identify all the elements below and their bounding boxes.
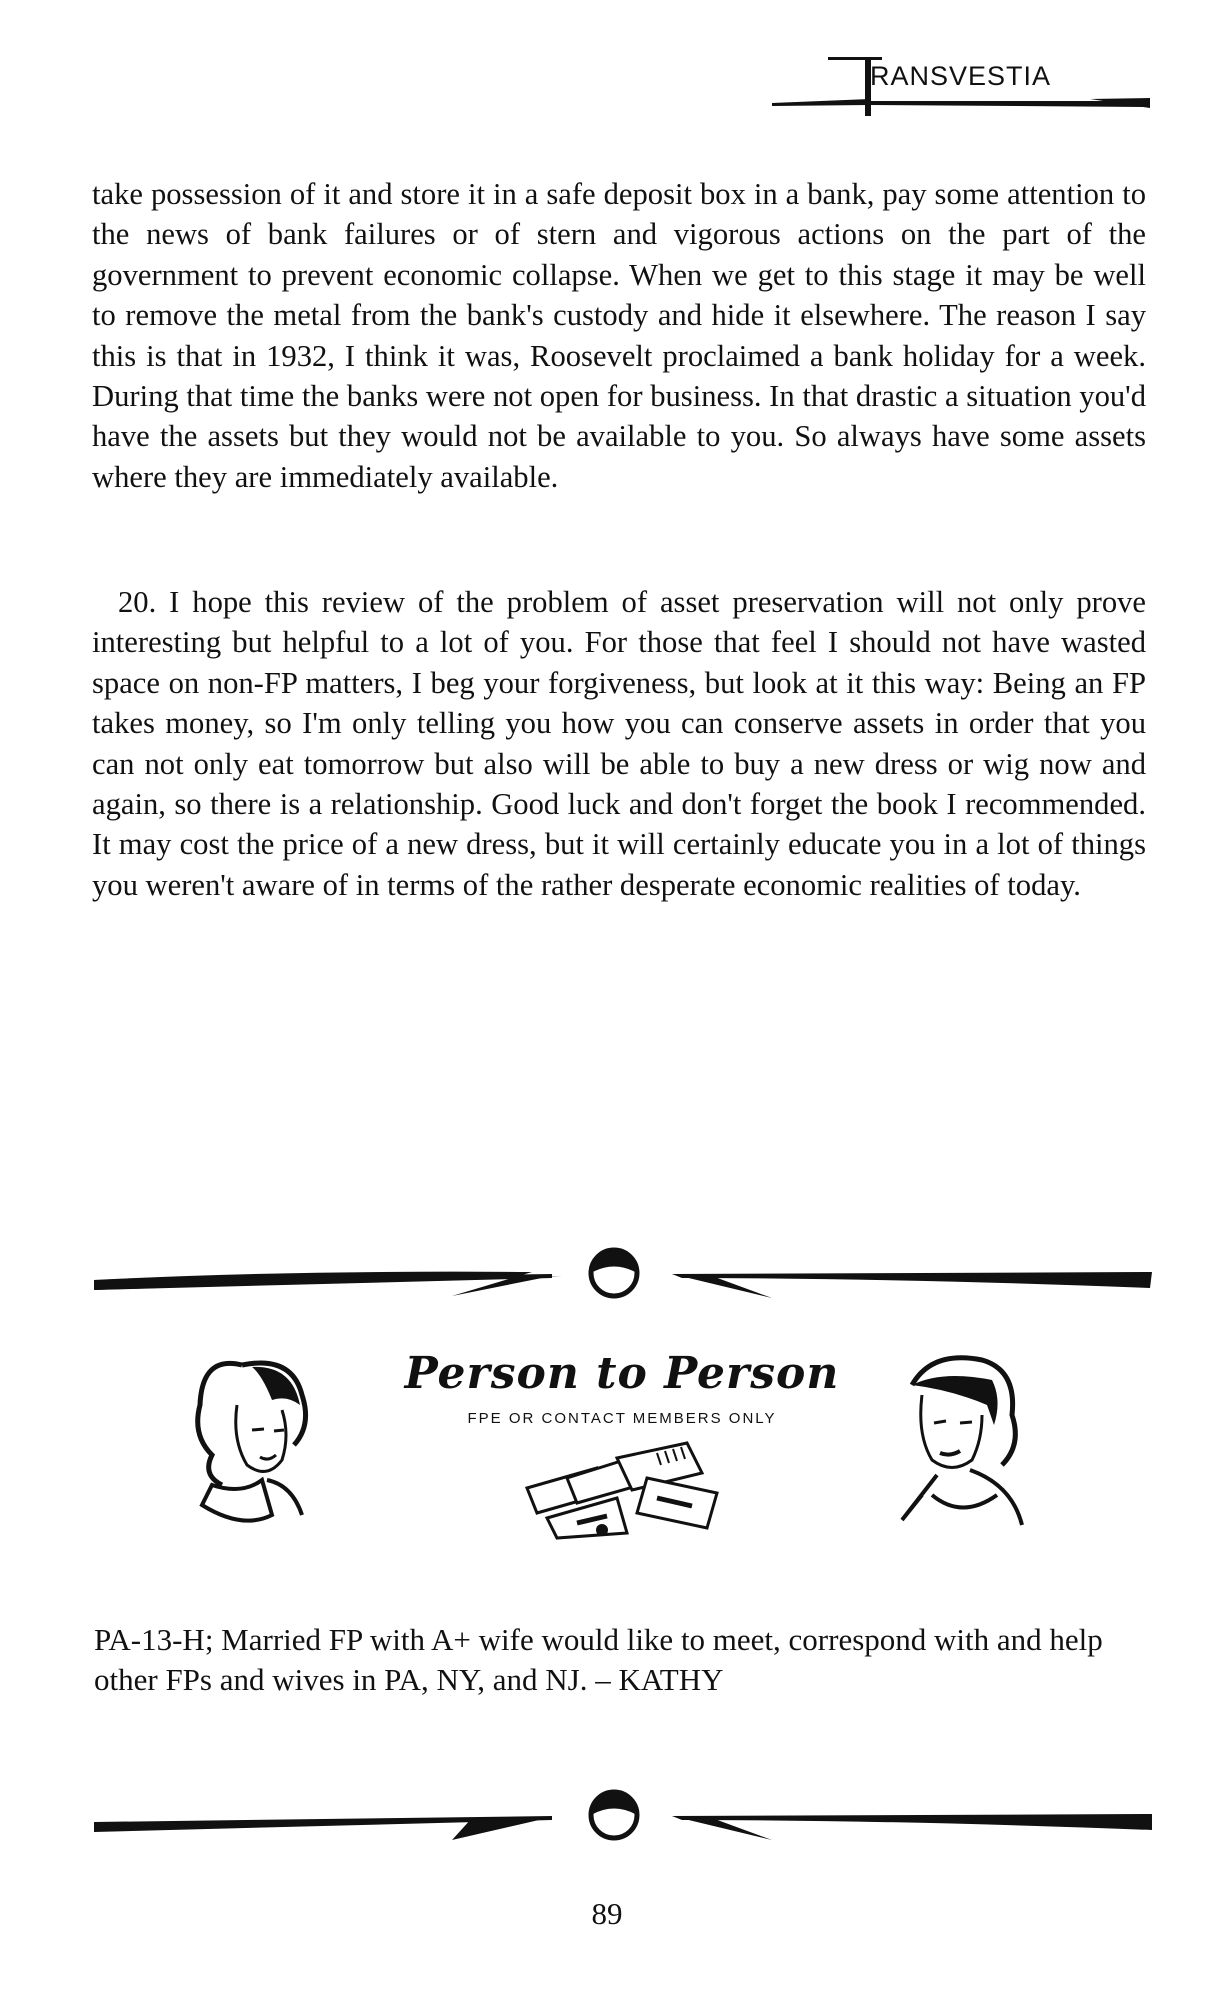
body-paragraph-1 xyxy=(92,174,1146,497)
banner-title: Person to Person xyxy=(404,1348,840,1399)
body-paragraph-2 xyxy=(92,582,1146,905)
ornamental-divider-bottom xyxy=(92,1782,1152,1852)
personal-ad-text: PA-13-H; Married FP with A+ wife would like to meet, correspond with and help other FPs and wives in PA, NY, and NJ. – KATHY xyxy=(94,1622,1103,1697)
ornamental-divider-top xyxy=(92,1240,1152,1310)
running-header xyxy=(770,55,1150,125)
header-title: RANSVESTIA xyxy=(870,61,1052,91)
woman-portrait-right-icon xyxy=(882,1345,1032,1545)
paragraph-text: 20. I hope this review of the problem of asset preservation will not only prove interesting but helpful to a lot of you. For those that feel I should not have wasted space on non-FP matters, I beg your forgiveness, but look at it this way: Being an FP takes money, so I'm only telling you how you can conserve assets in order that you can not only eat tomorrow but also will be able to buy a new dress or wig now and again, so there is a relationship. Good luck and don't forget the book I recommended. It may cost the price of a new dress, but it will certainly educate you in a lot of things you weren't aware of in terms of the rather desperate economic realities of today. xyxy=(92,585,1146,902)
paragraph-text: take possession of it and store it in a safe deposit box in a bank, pay some attention to the news of bank failures or of stern and vigorous actions on the part of the government to prevent economic collapse. When we get to this stage it may be well to remove the metal from the bank's custody and hide it elsewhere. The reason I say this is that in 1932, I think it was, Roosevelt proclaimed a bank holiday for a week. During that time the banks were not open for business. In that drastic a situation you'd have the assets but they would not be available to you. So always have some assets where they are immediately available. xyxy=(92,177,1146,494)
banner-subtitle: FPE OR CONTACT MEMBERS ONLY xyxy=(467,1410,777,1427)
page-number: 89 xyxy=(591,1896,623,1931)
letters-envelopes-icon xyxy=(507,1438,727,1548)
person-to-person-banner xyxy=(92,1340,1152,1570)
